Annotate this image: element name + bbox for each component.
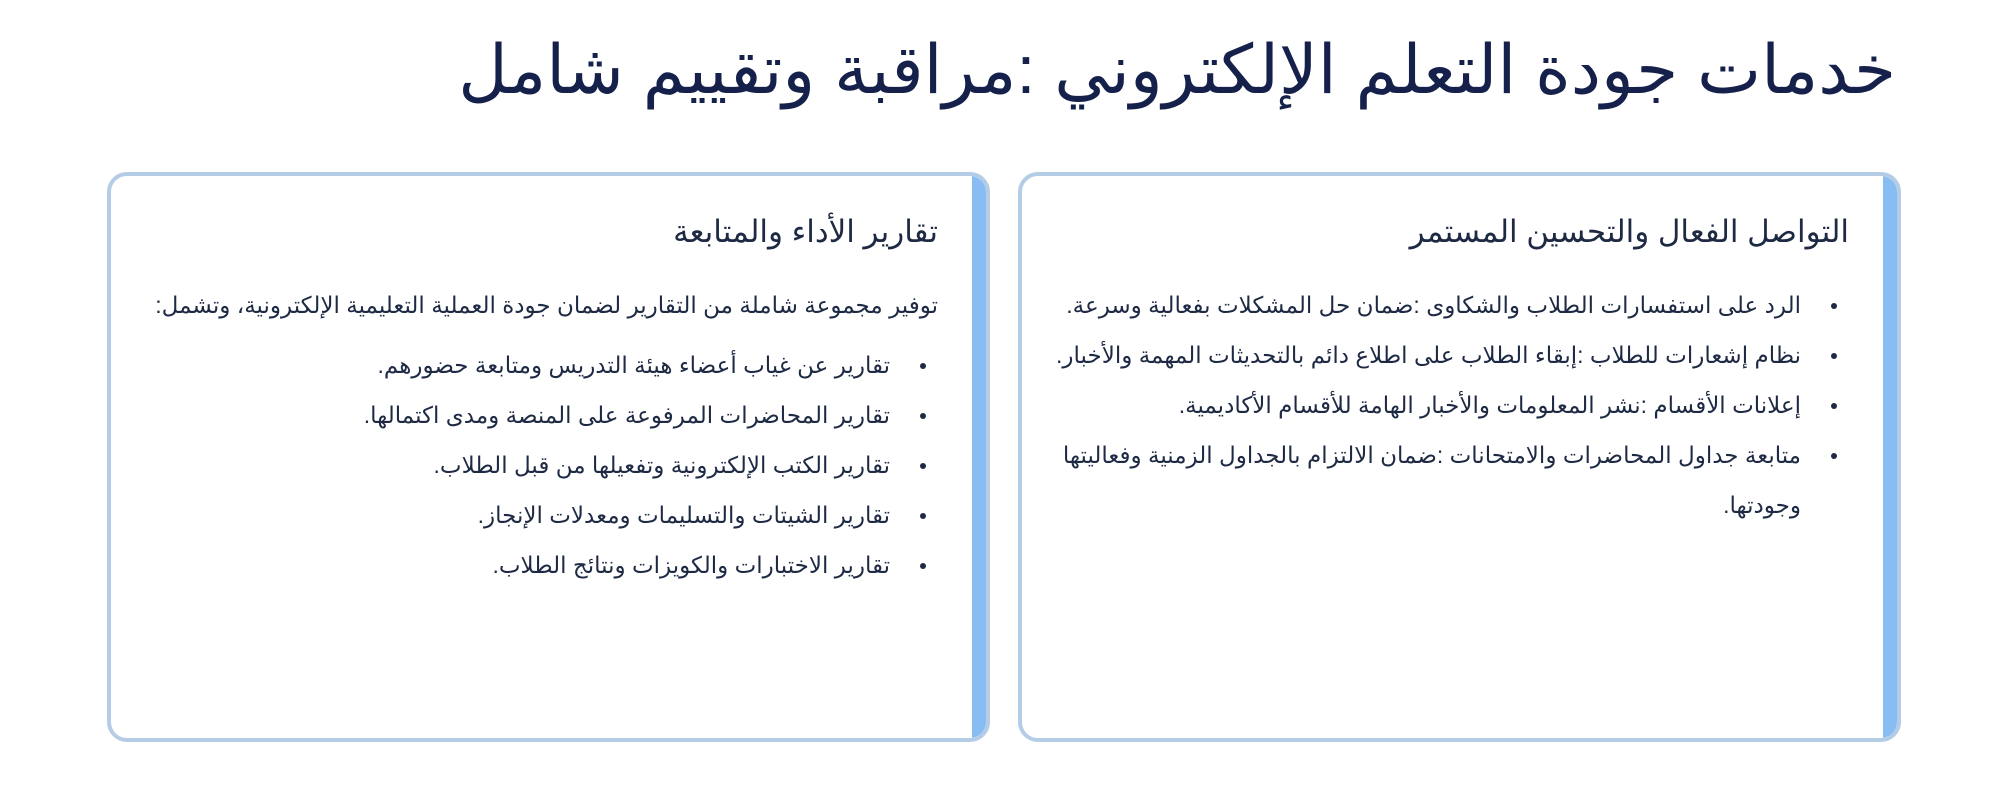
- list-item: [1052, 430, 1849, 530]
- card-accent-bar: [1883, 176, 1897, 738]
- bullet-icon: [920, 363, 926, 369]
- bullet-icon: [1831, 353, 1837, 359]
- card-title: التواصل الفعال والتحسين المستمر: [1409, 214, 1849, 249]
- list-item-text: إعلانات الأقسام :نشر المعلومات والأخبار الهامة للأقسام الأكاديمية.: [1178, 392, 1801, 418]
- list-item: [141, 490, 938, 540]
- list-item-text: متابعة جداول المحاضرات والامتحانات :ضمان الالتزام بالجداول الزمنية وفعاليتها وجودتها.: [1062, 442, 1801, 518]
- card-content: [1052, 212, 1849, 530]
- bullet-icon: [1831, 303, 1837, 309]
- communication-card: [1018, 172, 1901, 742]
- list-item: [1052, 330, 1849, 380]
- reports-card: [107, 172, 990, 742]
- bullet-icon: [1831, 453, 1837, 459]
- list-item-text: تقارير الشيتات والتسليمات ومعدلات الإنجاز.: [477, 502, 890, 528]
- card-title: تقارير الأداء والمتابعة: [673, 214, 938, 249]
- bullet-icon: [920, 563, 926, 569]
- list-item-text: تقارير الاختبارات والكويزات ونتائج الطلاب.: [492, 552, 890, 578]
- list-item: [1052, 280, 1849, 330]
- page-title: خدمات جودة التعلم الإلكتروني :مراقبة وتقييم شامل: [458, 32, 1896, 108]
- list-item-text: الرد على استفسارات الطلاب والشكاوى :ضمان حل المشكلات بفعالية وسرعة.: [1066, 292, 1801, 318]
- bullet-icon: [920, 513, 926, 519]
- card-content: [141, 212, 938, 590]
- list-item-text: تقارير المحاضرات المرفوعة على المنصة ومدى اكتمالها.: [363, 402, 890, 428]
- list-item-text: تقارير عن غياب أعضاء هيئة التدريس ومتابعة حضورهم.: [377, 352, 890, 378]
- bullet-list: [141, 340, 938, 590]
- list-item: [141, 340, 938, 390]
- bullet-icon: [920, 413, 926, 419]
- list-item: [141, 390, 938, 440]
- card-accent-bar: [972, 176, 986, 738]
- bullet-icon: [920, 463, 926, 469]
- bullet-icon: [1831, 403, 1837, 409]
- card-intro-text: توفير مجموعة شاملة من التقارير لضمان جودة العملية التعليمية الإلكترونية، وتشمل:: [155, 292, 938, 318]
- list-item: [141, 440, 938, 490]
- list-item-text: تقارير الكتب الإلكترونية وتفعيلها من قبل الطلاب.: [433, 452, 890, 478]
- list-item-text: نظام إشعارات للطلاب :إبقاء الطلاب على اطلاع دائم بالتحديثات المهمة والأخبار.: [1056, 342, 1801, 368]
- bullet-list: [1052, 280, 1849, 530]
- list-item: [141, 540, 938, 590]
- list-item: [1052, 380, 1849, 430]
